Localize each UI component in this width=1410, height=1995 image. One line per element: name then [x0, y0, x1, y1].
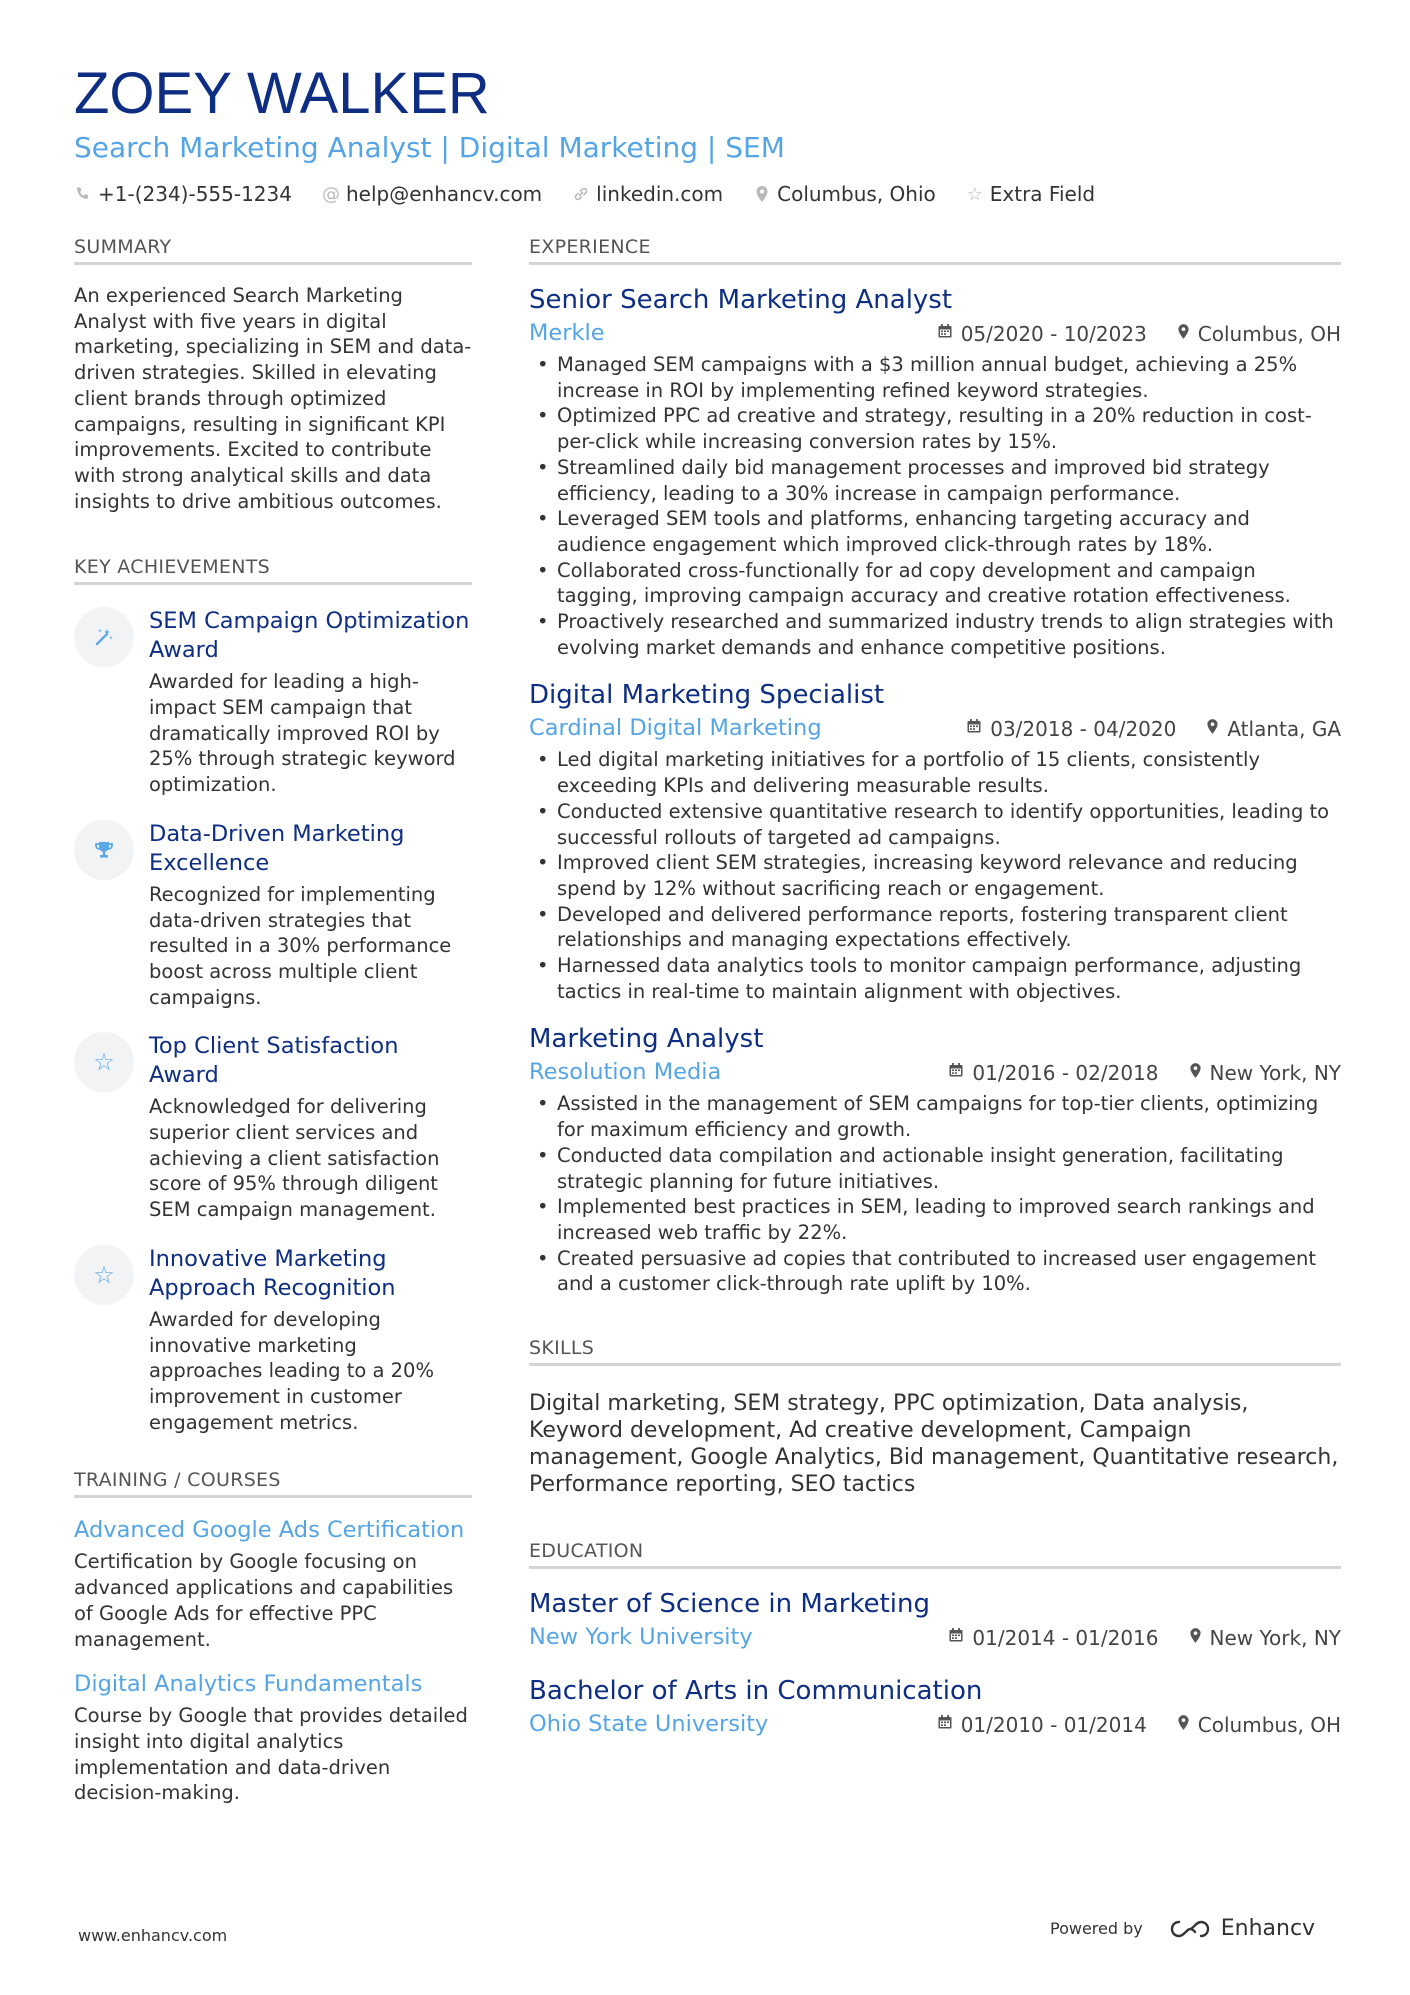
company-name: Merkle	[529, 320, 605, 346]
achievement-title: Top Client Satisfaction Award	[149, 1033, 399, 1089]
achievement-item	[74, 607, 472, 798]
location-icon	[1177, 323, 1190, 345]
star-icon: ☆	[966, 183, 983, 205]
training-heading: TRAINING / COURSES	[74, 1469, 472, 1498]
summary-text: An experienced Search Marketing Analyst with five years in digital marketing, specializing in SEM and data-driven strategies. Skilled in elevating client brands through optimized campaigns, resulting in significant KPI improvements. Excited to contribute with strong analytical skills and data insights to drive ambitious outcomes.	[74, 284, 472, 513]
brand-logo[interactable]	[1167, 1916, 1315, 1941]
calendar-icon	[937, 1714, 953, 1735]
education-location: New York, NY	[1209, 1625, 1341, 1650]
calendar-icon	[948, 1627, 964, 1648]
bullet-item: • Optimized PPC ad creative and strategy, resulting in a 20% reduction in cost-per-click while increasing conversion rates by 15%.	[529, 403, 1341, 454]
course-title: Advanced Google Ads Certification	[74, 1517, 465, 1544]
at-icon: @	[321, 183, 340, 205]
achievement-description: Acknowledged for delivering superior client services and achieving a client satisfaction score of 95% through diligent SEM campaign management.	[149, 1095, 440, 1222]
footer-website[interactable]: www.enhancv.com	[78, 1926, 228, 1945]
contact-email[interactable]	[322, 182, 542, 206]
bullet-item: • Conducted extensive quantitative research to identify opportunities, leading to successful rollouts of targeted ad campaigns.	[529, 799, 1341, 850]
bullet-item: • Led digital marketing initiatives for a portfolio of 15 clients, consistently exceeding KPIs and delivering measurable results.	[529, 747, 1341, 798]
contact-extra-text: Extra Field	[989, 182, 1096, 206]
job-title: Senior Search Marketing Analyst	[529, 285, 953, 315]
bullet-item: • Streamlined daily bid management processes and improved bid strategy efficiency, leading to a 30% increase in campaign performance.	[529, 455, 1341, 506]
candidate-headline: Search Marketing Analyst | Digital Marketing | SEM	[74, 131, 785, 164]
bullet-item: • Collaborated cross-functionally for ad copy development and campaign tagging, improving campaign accuracy and creative rotation effectiveness.	[529, 558, 1341, 609]
right-column	[529, 236, 1341, 1739]
education-dates: 01/2010 - 01/2014	[960, 1712, 1147, 1737]
achievement-item	[74, 820, 472, 1011]
skills-text: Digital marketing, SEM strategy, PPC optimization, Data analysis, Keyword development, Ad creative development, Campaign management, Google Analytics, Bid management, Quantitative research, Performance reporting, SEO tactics	[529, 1391, 1339, 1498]
company-name: Cardinal Digital Marketing	[529, 715, 822, 742]
footer-branding	[1050, 1916, 1315, 1941]
education-dates: 01/2014 - 01/2016	[972, 1625, 1159, 1650]
bullet-item: • Developed and delivered performance reports, fostering transparent client relationships and managing expectations effectively.	[529, 902, 1341, 953]
contact-bar	[74, 182, 1344, 206]
bullet-item: • Assisted in the management of SEM campaigns for top-tier clients, optimizing for maximum efficiency and growth.	[529, 1091, 1341, 1142]
education-entry	[529, 1587, 1341, 1652]
contact-phone[interactable]	[74, 182, 292, 206]
bullet-item: • Conducted data compilation and actionable insight generation, facilitating strategic planning for future initiatives.	[529, 1143, 1341, 1194]
experience-heading: EXPERIENCE	[529, 236, 1341, 265]
left-column	[74, 236, 472, 1806]
bullet-item: • Created persuasive ad copies that contributed to increased user engagement and a customer click-through rate uplift by 10%.	[529, 1246, 1341, 1297]
calendar-icon	[948, 1062, 964, 1083]
bullet-item: • Proactively researched and summarized industry trends to align strategies with evolving market demands and enhance competitive positions.	[529, 609, 1341, 660]
job-title: Marketing Analyst	[529, 1024, 764, 1055]
contact-linkedin[interactable]	[572, 182, 723, 206]
phone-icon	[74, 186, 92, 202]
job-bullets	[529, 1091, 1341, 1297]
job-location: New York, NY	[1209, 1060, 1341, 1085]
degree-title: Bachelor of Arts in Communication	[529, 1676, 983, 1707]
school-name: New York University	[529, 1624, 753, 1651]
experience-section	[529, 236, 1341, 1297]
course-item	[74, 1670, 472, 1806]
achievement-title: Innovative Marketing Approach Recognition	[149, 1245, 396, 1301]
contact-extra	[966, 182, 1095, 206]
infinity-logo-icon	[1167, 1917, 1213, 1941]
job-location: Atlanta, GA	[1227, 716, 1341, 741]
candidate-name: ZOEY WALKER	[74, 61, 490, 126]
magic-wand-icon	[74, 607, 134, 667]
achievement-description: Awarded for developing innovative marketing approaches leading to a 20% improvement in customer engagement metrics.	[149, 1307, 434, 1434]
bullet-item: • Harnessed data analytics tools to monitor campaign performance, adjusting tactics in real-time to maintain alignment with objectives.	[529, 953, 1341, 1004]
location-icon	[1189, 1062, 1202, 1084]
course-description: Certification by Google focusing on advanced applications and capabilities of Google Ads for effective PPC management.	[74, 1550, 454, 1651]
powered-by-label: Powered by	[1050, 1919, 1143, 1938]
star-icon: ☆	[74, 1245, 134, 1305]
resume-header	[74, 62, 1344, 206]
job-bullets	[529, 352, 1341, 660]
contact-location	[753, 182, 936, 206]
course-description: Course by Google that provides detailed insight into digital analytics implementation and data-driven decision-making.	[74, 1704, 468, 1805]
contact-linkedin-text: linkedin.com	[596, 182, 724, 206]
contact-phone-text: +1-(234)-555-1234	[98, 182, 292, 206]
education-heading: EDUCATION	[529, 1540, 1341, 1569]
job-title: Digital Marketing Specialist	[529, 680, 885, 711]
skills-section	[529, 1337, 1341, 1498]
link-icon	[572, 186, 590, 202]
achievement-item	[74, 1245, 472, 1436]
achievement-title: Data-Driven Marketing Excellence	[149, 820, 405, 876]
achievements-heading: KEY ACHIEVEMENTS	[74, 556, 472, 585]
location-icon	[753, 185, 771, 203]
summary-heading: SUMMARY	[74, 236, 472, 265]
course-item	[74, 1516, 472, 1652]
achievement-item	[74, 1032, 472, 1223]
job-dates: 03/2018 - 04/2020	[990, 716, 1177, 741]
contact-email-text: help@enhancv.com	[345, 182, 543, 206]
achievement-description: Awarded for leading a high-impact SEM campaign that dramatically improved ROI by 25% through strategic keyword optimization.	[149, 670, 456, 797]
skills-heading: SKILLS	[529, 1337, 1341, 1366]
job-bullets	[529, 747, 1341, 1004]
education-entry	[529, 1674, 1341, 1739]
course-title: Digital Analytics Fundamentals	[74, 1671, 423, 1698]
location-icon	[1177, 1714, 1190, 1736]
job-entry	[529, 678, 1341, 1004]
job-dates: 05/2020 - 10/2023	[960, 321, 1147, 346]
school-name: Ohio State University	[529, 1711, 769, 1738]
calendar-icon	[966, 718, 982, 739]
education-location: Columbus, OH	[1197, 1712, 1341, 1737]
bullet-item: • Implemented best practices in SEM, leading to improved search rankings and increased web traffic by 22%.	[529, 1194, 1341, 1245]
trophy-icon	[74, 820, 134, 880]
education-section	[529, 1540, 1341, 1739]
calendar-icon	[937, 323, 953, 344]
bullet-item: • Improved client SEM strategies, increasing keyword relevance and reducing spend by 12% without sacrificing reach or engagement.	[529, 850, 1341, 901]
achievement-title: SEM Campaign Optimization Award	[149, 608, 470, 664]
contact-location-text: Columbus, Ohio	[777, 182, 936, 206]
summary-section	[74, 236, 472, 514]
job-location: Columbus, OH	[1197, 321, 1341, 346]
brand-name: Enhancv	[1220, 1916, 1316, 1941]
star-icon: ☆	[74, 1032, 134, 1092]
job-entry	[529, 283, 1341, 660]
bullet-item: • Leveraged SEM tools and platforms, enhancing targeting accuracy and audience engagement which improved click-through rates by 18%.	[529, 506, 1341, 557]
degree-title: Master of Science in Marketing	[529, 1589, 930, 1620]
job-entry	[529, 1022, 1341, 1297]
bullet-item: • Managed SEM campaigns with a $3 million annual budget, achieving a 25% increase in ROI by implementing refined keyword strategies.	[529, 352, 1341, 403]
training-section	[74, 1469, 472, 1806]
location-icon	[1189, 1627, 1202, 1649]
job-dates: 01/2016 - 02/2018	[972, 1060, 1159, 1085]
achievement-description: Recognized for implementing data-driven strategies that resulted in a 30% performance boost across multiple client campaigns.	[149, 882, 452, 1009]
location-icon	[1206, 718, 1219, 740]
company-name: Resolution Media	[529, 1059, 722, 1086]
achievements-section	[74, 556, 472, 1435]
